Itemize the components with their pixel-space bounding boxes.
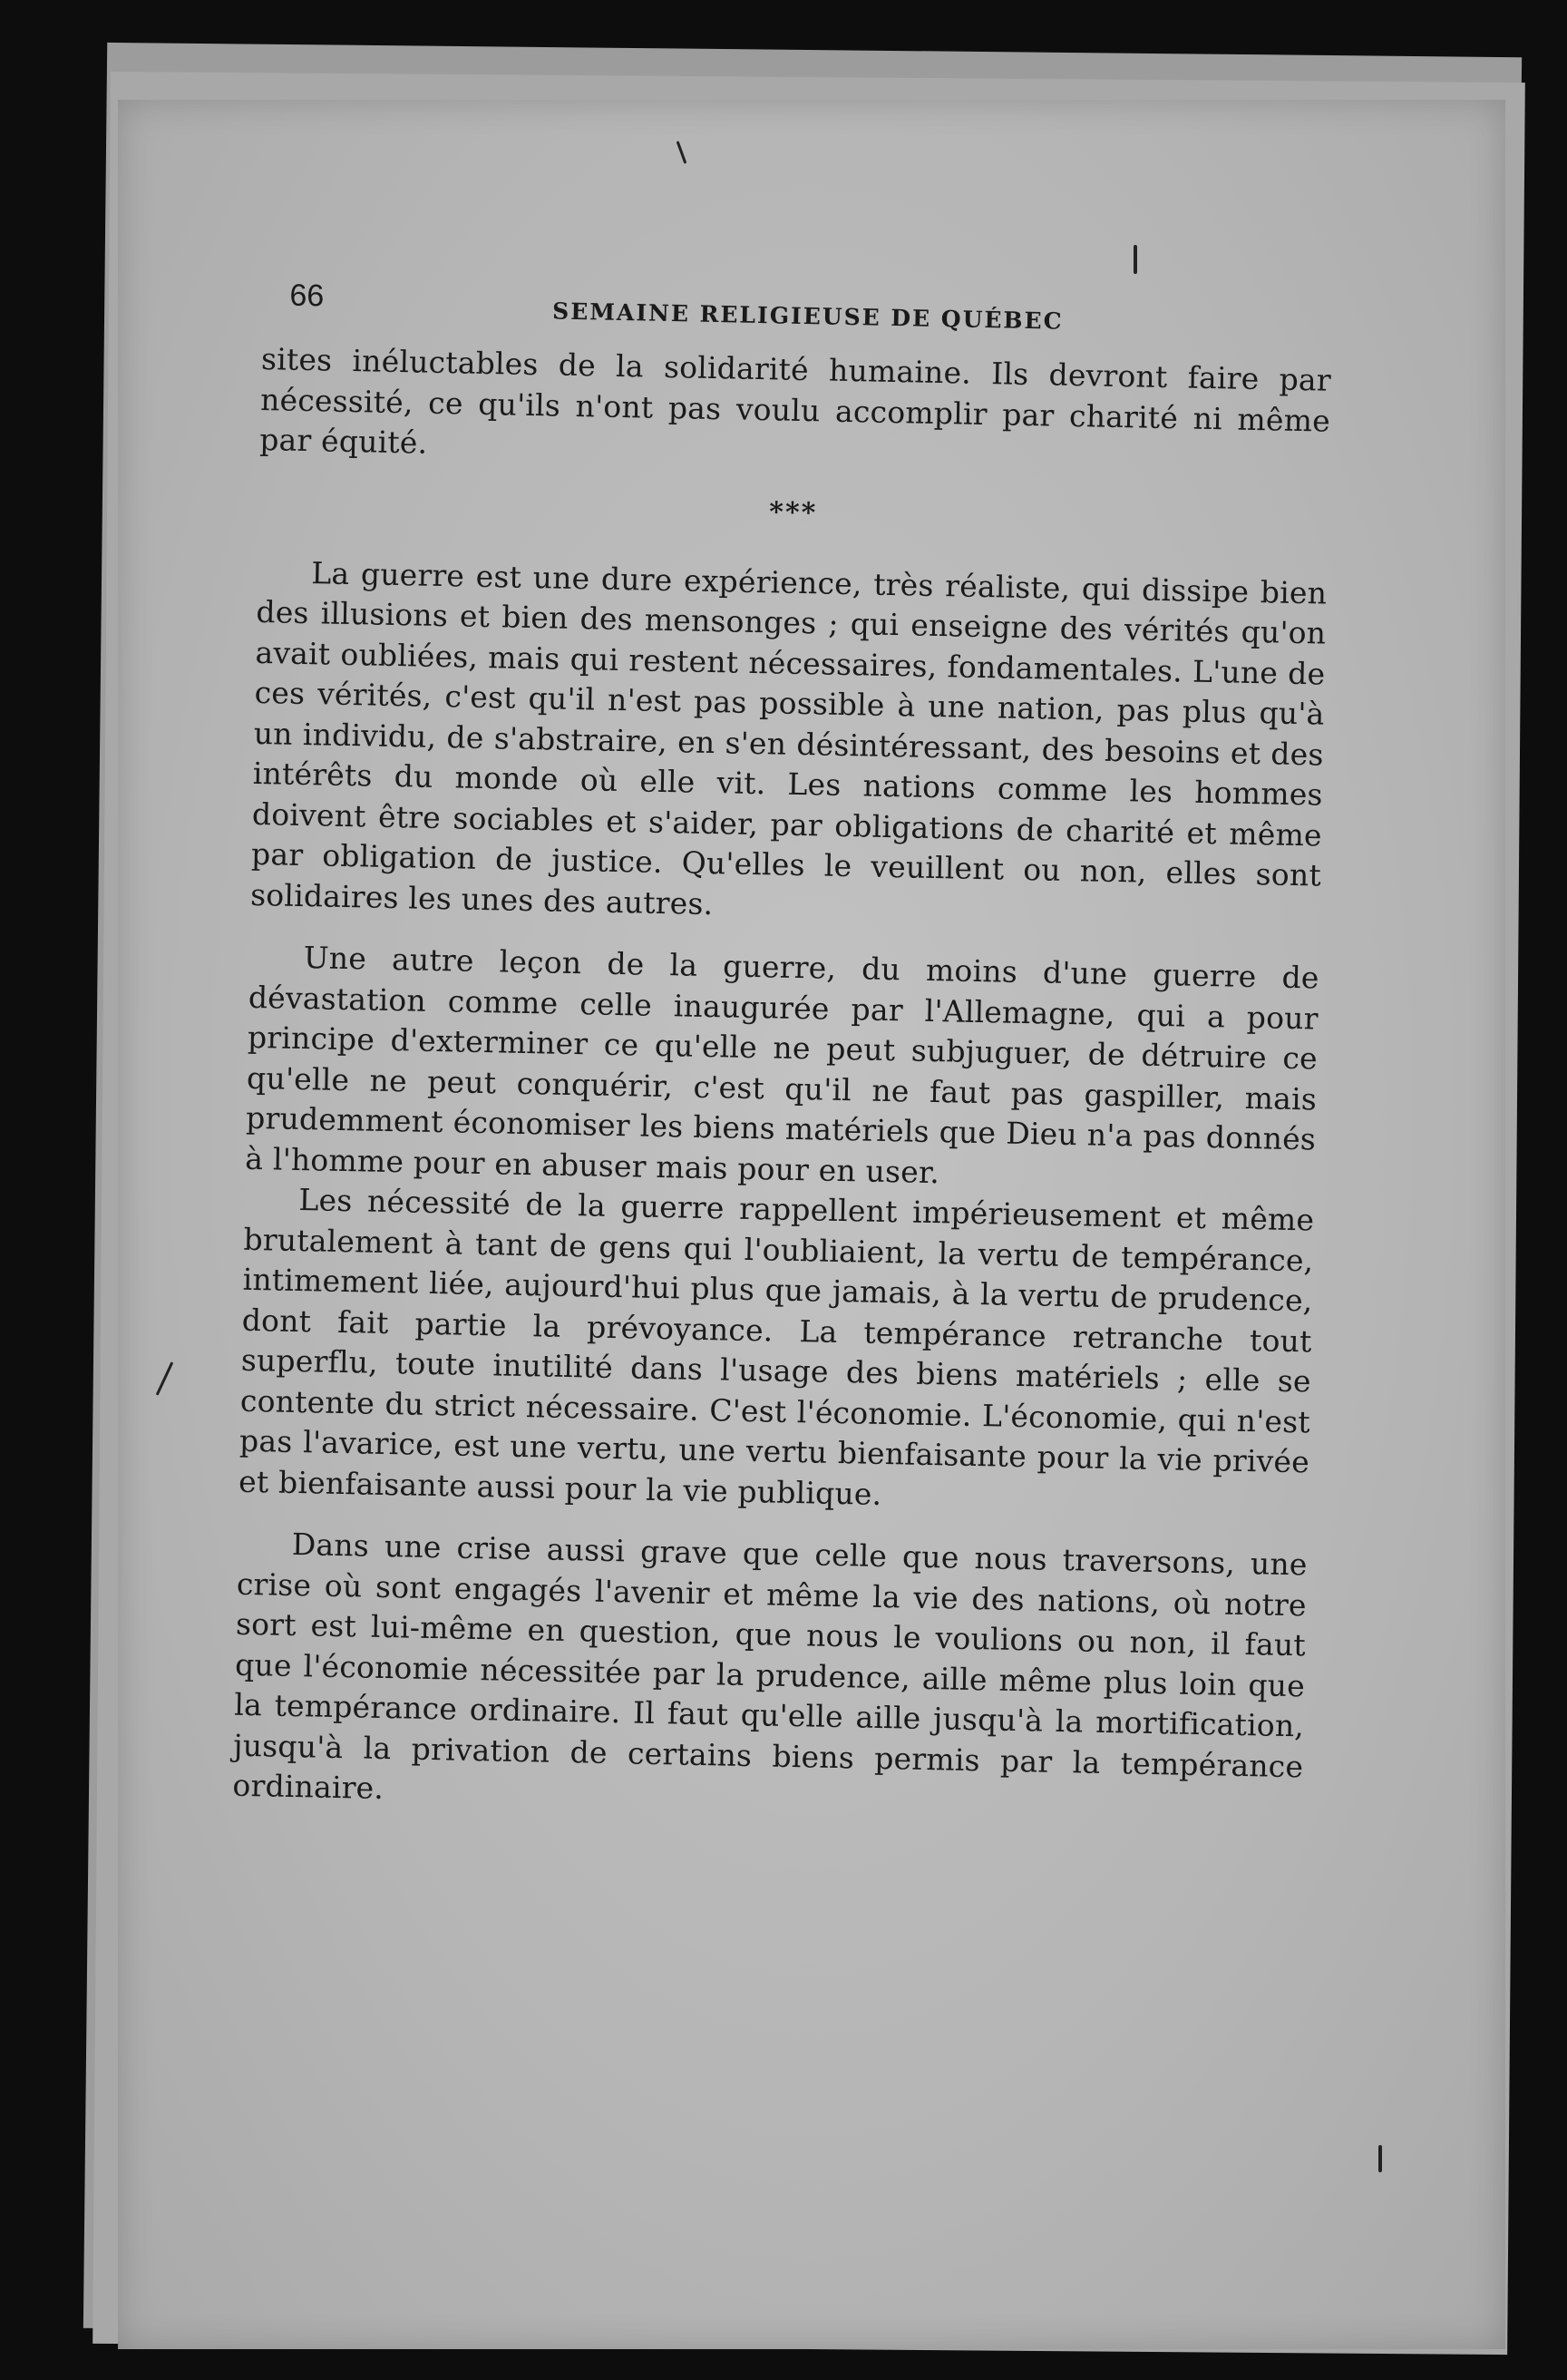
running-head: SEMAINE RELIGIEUSE DE QUÉBEC	[551, 298, 1064, 335]
scratch-mark	[676, 141, 687, 163]
section-separator: ***	[768, 495, 818, 529]
body-paragraph: Une autre leçon de la guerre, du moins d'une guerre de dévastation comme celle inaugurée par l'Allemagne, qui a pour principe d'exterminer ce qu'elle ne peut subjuguer, de détruire ce qu'elle ne peut conquérir, c'est qu'il ne faut pas gaspiller, mais prudemment économiser les biens matériels que Dieu n'a pas donnés à l'homme pour en abuser mais pour en user.	[245, 940, 1320, 1190]
page-number: 66	[289, 278, 325, 314]
scratch-mark	[1134, 245, 1137, 274]
body-paragraph: La guerre est une dure expérience, très réaliste, qui dissipe bien des illusions et bien des mensonges ; qui enseigne des vérités qu'on avait oubliées, mais qui restent nécessaires, fondamentales. L'une de ces vérités, c'est qu'il n'est pas possible à une nation, pas plus qu'à un individu, de s'abstraire, en s'en désintéressant, des besoins et des intérêts du monde où elle vit. Les nations comme les hommes doivent être sociables et s'aider, par obligations de charité et même par obligation de justice. Qu'elles le veuillent ou non, elles sont solidaires les unes des autres.	[249, 554, 1328, 922]
body-paragraph: Les nécessité de la guerre rappellent impérieusement et même brutalement à tant de gens qui l'oubliaient, la vertu de tempérance, intimement liée, aujourd'hui plus que jamais, à la vertu de prudence, dont fait partie la prévoyance. La tempérance retranche tout superflu, toute inutilité dans l'usage des biens matériels ; elle se contente du strict nécessaire. C'est l'économie. L'économie, qui n'est pas l'avarice, est une vertu, une vertu bienfaisante pour la vie privée et bienfaisante aussi pour la vie publique.	[238, 1182, 1315, 1512]
body-paragraph: Dans une crise aussi grave que celle que nous traversons, une crise où sont engagés l'avenir et même la vie des nations, où notre sort est lui-même en question, que nous le voulions ou non, il faut que l'économie nécessitée par la prudence, aille même plus loin que la tempérance ordinaire. Il faut qu'elle aille jusqu'à la mortification, jusqu'à la privation de certains biens permis par la tempérance ordinaire.	[232, 1526, 1309, 1807]
scratch-mark	[156, 1361, 174, 1396]
page-content	[232, 272, 1333, 1828]
continuation-paragraph: sites inéluctables de la solidarité humaine. Ils devront faire par nécessité, ce qu'ils n'ont pas voulu accomplir par charité ni même par équité.	[258, 340, 1332, 461]
scratch-mark	[1378, 2145, 1382, 2172]
